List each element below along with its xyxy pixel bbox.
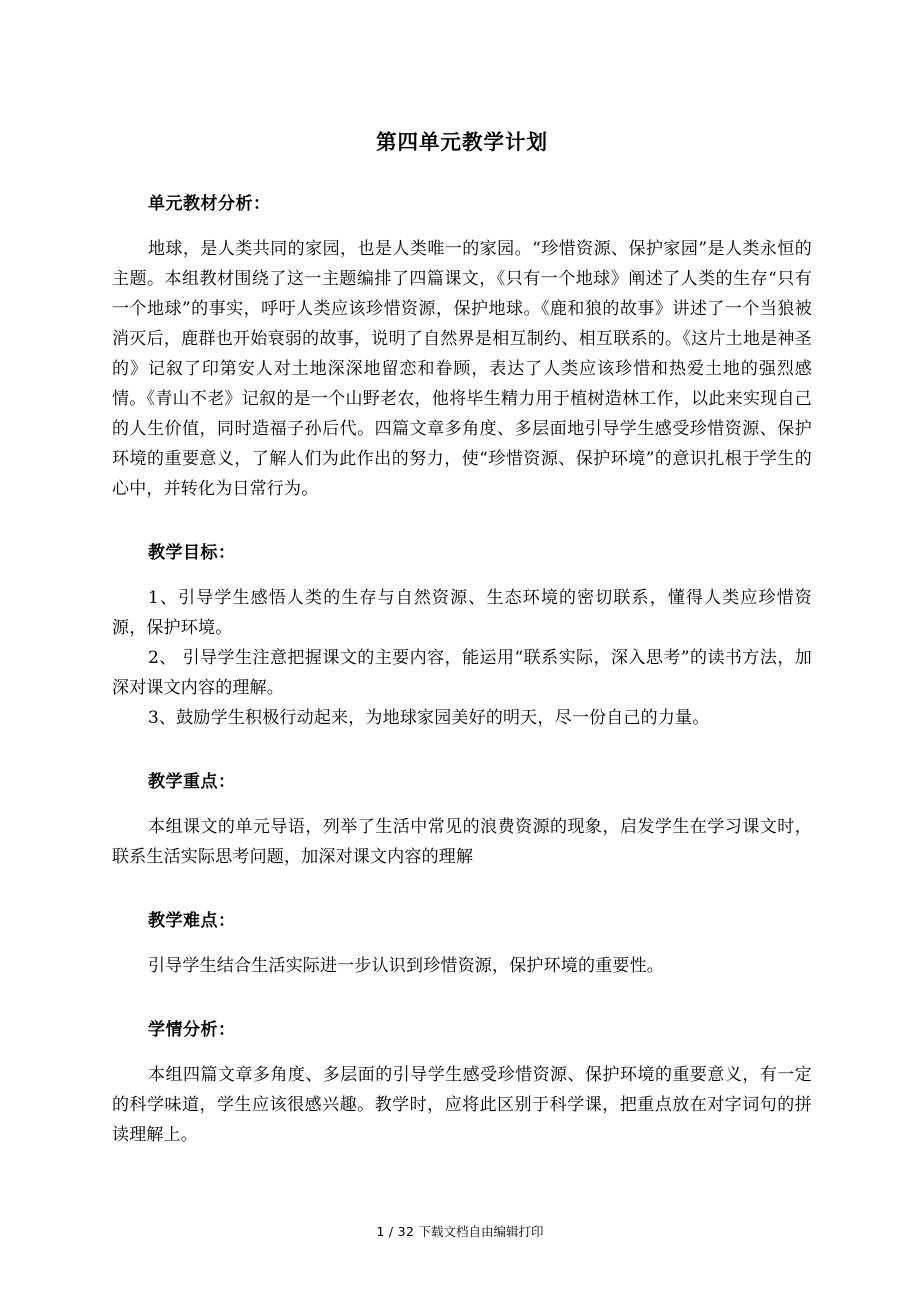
paragraph-teaching-goal-3: 3、鼓励学生积极行动起来，为地球家园美好的明天，尽一份自己的力量。 (148, 708, 710, 728)
footer-note: 下载文档自由编辑打印 (418, 1224, 544, 1239)
section-heading-unit-analysis: 单元教材分析： (148, 194, 271, 214)
footer-page-separator: / (388, 1224, 394, 1239)
section-heading-difficult-points: 教学难点： (148, 911, 236, 931)
paragraph-key-points-1: 本组课文的单元导语，列举了生活中常见的浪费资源的现象，启发学生在学习课文时，联系生活实际思考问题，加深对课文内容的理解 (112, 817, 812, 867)
section-heading-key-points: 教学重点： (148, 772, 236, 792)
paragraph-teaching-goal-1: 1、引导学生感悟人类的生存与自然资源、生态环境的密切联系，懂得人类应珍惜资源，保护环境。 (112, 588, 812, 638)
page-footer (0, 1222, 920, 1240)
paragraph-teaching-goal-2: 2、 引导学生注意把握课文的主要内容，能运用“联系实际，深入思考”的读书方法，加深对课文内容的理解。 (112, 648, 812, 698)
paragraph-group-teaching-goals (112, 583, 812, 733)
page-title: 第四单元教学计划 (376, 130, 548, 154)
document-body (112, 0, 812, 1150)
footer-page-current: 1 (376, 1224, 385, 1239)
footer-page-total: 32 (397, 1224, 415, 1239)
section-heading-teaching-goals: 教学目标： (148, 543, 236, 563)
section-heading-student-analysis: 学情分析： (148, 1020, 236, 1040)
paragraph-difficult-points-1: 引导学生结合生活实际进一步认识到珍惜资源，保护环境的重要性。 (148, 956, 664, 976)
paragraph-unit-analysis-1: 地球，是人类共同的家园，也是人类唯一的家园。“珍惜资源、保护家园”是人类永恒的主题。本组教材围绕了这一主题编排了四篇课文，《只有一个地球》阐述了人类的生存“只有一个地球”的事实，呼吁人类应该珍惜资源，保护地球。《鹿和狼的故事》讲述了一个当狼被消灭后，鹿群也开始衰弱的故事，说明了自然界是相互制约、相互联系的。《这片土地是神圣的》记叙了印第安人对土地深深地留恋和眷顾，表达了人类应该珍惜和热爱土地的强烈感情。《青山不老》记叙的是一个山野老农，他将毕生精力用于植树造林工作，以此来实现自己的人生价值，同时造福子孙后代。四篇文章多角度、多层面地引导学生感受珍惜资源、保护环境的重要意义，了解人们为此作出的努力，使“珍惜资源、保护环境”的意识扎根于学生的心中，并转化为日常行为。 (112, 239, 812, 499)
paragraph-student-analysis-1: 本组四篇文章多角度、多层面的引导学生感受珍惜资源、保护环境的重要意义，有一定的科学味道，学生应该很感兴趣。教学时，应将此区别于科学课，把重点放在对字词句的拼读理解上。 (112, 1065, 812, 1145)
